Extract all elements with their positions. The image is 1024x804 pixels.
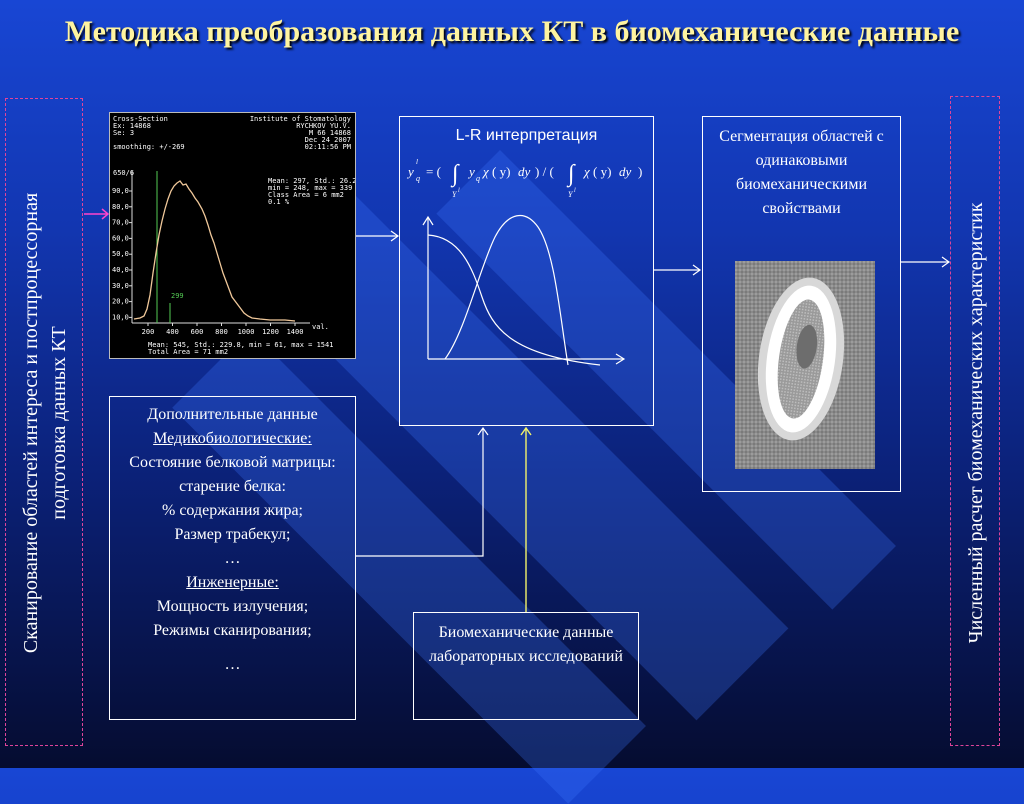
additional-data-title: Дополнительные данные (147, 406, 318, 423)
x-tick-label: 200 (141, 328, 155, 336)
svg-text:): ) (638, 164, 643, 179)
svg-text:l: l (574, 188, 576, 194)
protein-aging-label: старение белка: (179, 478, 286, 495)
ct-histogram-svg (110, 113, 355, 358)
svg-text:) / (: ) / ( (535, 164, 554, 179)
lr-chart (400, 117, 653, 417)
ct-stats-line: Mean: 297, Std.: 26.2 (268, 177, 355, 185)
left-side-line-2: подготовка данных КТ (48, 326, 70, 520)
radiation-power-label: Мощность излучения; (156, 598, 309, 615)
medbio-heading: Медикобиологические: (153, 430, 312, 447)
right-side-text: Численный расчет биомеханических характеристик (965, 202, 987, 644)
segmentation-image (735, 261, 875, 469)
additional-data-text (114, 403, 351, 677)
ct-header-right-line: M 66 14868 (308, 129, 351, 137)
arrow-additional-to-lr (356, 420, 496, 565)
arrow-ct-to-lr (356, 228, 401, 244)
y-tick-label: 40,0 (112, 266, 129, 274)
svg-text:∫: ∫ (568, 161, 575, 187)
svg-text:( y): ( y) (593, 164, 612, 179)
lr-title: L-R интерпретация (455, 127, 598, 144)
x-tick-label: 600 (190, 328, 204, 336)
lr-formula (406, 158, 642, 199)
left-side-text (17, 103, 73, 743)
ct-header-left-line: Cross-Section (113, 115, 168, 123)
y-tick-label: 70,0 (112, 218, 129, 227)
slide-title: Методика преобразования данных КТ в биомеханические данные (64, 15, 960, 48)
svg-text:Y: Y (452, 190, 457, 199)
x-tick-label: 400 (166, 328, 179, 336)
ellipsis-1: … (224, 550, 241, 567)
x-unit-label: val. (312, 323, 329, 331)
x-tick-label: 1400 (286, 328, 304, 336)
y-tick-label: 30,0 (112, 281, 129, 290)
y-tick-label: 10,0 (112, 313, 129, 322)
lab-data-text: Биомеханические данные лабораторных исследований (429, 624, 623, 665)
smoothing-label: smoothing: +/-269 (113, 143, 185, 151)
left-side-line-1: Сканирование областей интереса и постпроцессорная (20, 192, 42, 654)
magenta-input-arrow (82, 206, 112, 222)
arrow-segmentation-to-calc (900, 254, 952, 270)
engineering-heading: Инженерные: (186, 574, 279, 591)
left-side-panel (5, 98, 83, 746)
ct-header-left-line: Se: 3 (113, 129, 135, 137)
svg-text:χ: χ (584, 164, 590, 179)
arrow-lr-to-segmentation (654, 262, 704, 278)
ct-stats-line: min = 248, max = 339 (268, 184, 353, 192)
marker-label: 299 (171, 292, 184, 300)
ct-header-left-line: Ex: 14868 (113, 122, 151, 130)
segmentation-text: Сегментация областей с одинаковыми биомеханическими свойствами (719, 128, 884, 217)
ct-header-right-line: Institute of Stomatology (249, 115, 351, 123)
trabecula-size-label: Размер трабекул; (174, 526, 291, 543)
svg-text:l: l (458, 188, 460, 194)
protein-matrix-label: Состояние белковой матрицы: (129, 454, 336, 471)
scan-modes-label: Режимы сканирования; (153, 622, 312, 639)
ct-header-right-line: 02:11:56 PM (304, 143, 351, 151)
segmentation-box (702, 116, 901, 492)
svg-text:q: q (476, 174, 480, 183)
ct-histogram-screen (109, 112, 356, 359)
svg-text:∫: ∫ (452, 161, 459, 187)
svg-text:Y: Y (568, 190, 573, 199)
additional-data-box (109, 396, 356, 720)
ct-header-right-line: RYCHKOV YU.V. (296, 122, 351, 130)
x-tick-label: 1200 (262, 328, 279, 336)
svg-text:l: l (416, 158, 418, 166)
lr-right-curve (445, 216, 568, 365)
ct-stats-line: 0.1 % (268, 198, 290, 206)
y-tick-label: 50,0 (112, 250, 129, 259)
svg-text:dy: dy (518, 164, 531, 179)
ct-header-right-line: Dec 24 2007 (304, 136, 351, 144)
y-tick-label: 20,0 (112, 297, 129, 306)
arrow-lab-to-lr (518, 424, 534, 614)
y-tick-label: 60,0 (112, 234, 129, 243)
y-axis-top-label: 650/6 (113, 169, 135, 177)
svg-text:y: y (408, 164, 414, 179)
ct-footer-line: Total Area = 71 mm2 (148, 348, 229, 356)
svg-text:= (: = ( (426, 164, 441, 179)
svg-text:y: y (469, 164, 475, 179)
svg-text:dy: dy (619, 164, 632, 179)
y-tick-label: 80,0 (112, 202, 129, 211)
x-tick-label: 1000 (237, 328, 255, 336)
right-side-panel (950, 96, 1000, 746)
ct-footer-line: Mean: 545, Std.: 229.8, min = 61, max = 1541 (148, 341, 334, 349)
lab-data-box (413, 612, 639, 720)
y-tick-label: 90,0 (112, 187, 129, 195)
ct-stats-line: Class Area = 6 mm2 (268, 191, 344, 199)
x-tick-label: 800 (215, 328, 228, 336)
ellipsis-2: … (224, 656, 241, 673)
lr-interpretation-box (399, 116, 654, 426)
svg-text:q: q (416, 174, 420, 183)
svg-text:( y): ( y) (492, 164, 511, 179)
svg-text:χ: χ (483, 164, 489, 179)
fat-content-label: % содержания жира; (161, 502, 303, 519)
